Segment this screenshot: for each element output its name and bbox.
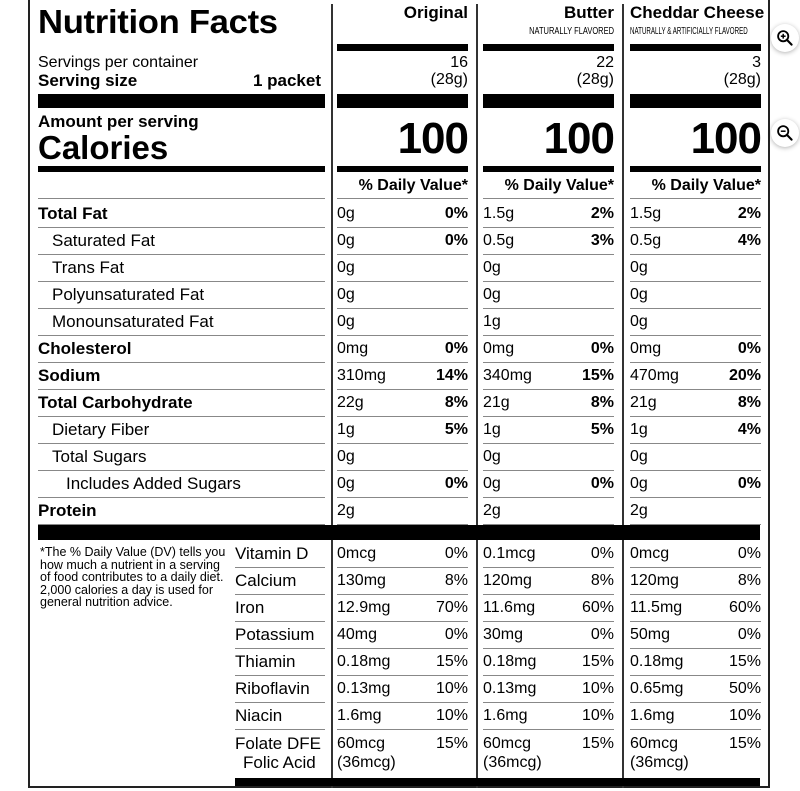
vitamin-value (337, 703, 468, 730)
percent-dv: 2% (590, 205, 614, 222)
percent-dv: 10% (435, 680, 468, 697)
vitamin-label: Riboflavin (235, 676, 325, 703)
nutrient-value (630, 390, 761, 417)
percent-dv: 15% (435, 735, 468, 752)
amount: 1g (483, 313, 501, 330)
amount: 0g (630, 286, 648, 303)
nutrient-value (483, 201, 614, 228)
amount: 0g (337, 205, 355, 222)
nutrient-label: Total Fat (38, 201, 325, 228)
amount: 0.18mg (630, 653, 684, 670)
vitamin-label: Calcium (235, 568, 325, 595)
serving-size: (28g) (430, 71, 468, 88)
folic-acid-amount: (36mcg) (483, 754, 542, 771)
nutrient-label: Monounsaturated Fat (38, 309, 325, 336)
amount: 1.5g (483, 205, 515, 222)
nutrient-label: Cholesterol (38, 336, 325, 363)
nutrient-value (337, 498, 468, 525)
nutrient-label: Trans Fat (38, 255, 325, 282)
folate-value (483, 734, 614, 772)
percent-dv: 70% (435, 599, 468, 616)
column-header (337, 4, 468, 26)
nutrient-value (337, 336, 468, 363)
nutrient-label: Total Carbohydrate (38, 390, 325, 417)
nutrient-value (483, 417, 614, 444)
amount: 1.6mg (337, 707, 382, 724)
percent-dv: 0% (444, 475, 468, 492)
vitamin-label: Iron (235, 595, 325, 622)
nutrient-label: Total Sugars (38, 444, 325, 471)
percent-dv: 60% (581, 599, 614, 616)
amount: 22g (337, 394, 364, 411)
percent-dv: 0% (444, 205, 468, 222)
vitamin-value (337, 568, 468, 595)
percent-dv: 15% (581, 653, 614, 670)
vitamin-value (630, 541, 761, 568)
calories-value: 100 (690, 114, 761, 163)
medium-rule (38, 166, 325, 172)
amount: 0g (630, 313, 648, 330)
nutrient-value (337, 444, 468, 471)
amount: 0g (483, 286, 501, 303)
percent-dv: 4% (737, 232, 761, 249)
folate-value (630, 734, 761, 772)
amount: 0.13mg (337, 680, 391, 697)
thick-rule (630, 94, 761, 108)
nutrient-value (483, 390, 614, 417)
percent-dv: 15% (728, 735, 761, 752)
nutrient-value (337, 390, 468, 417)
daily-value-header: % Daily Value* (483, 177, 614, 199)
amount: 0.13mg (483, 680, 537, 697)
percent-dv: 0% (444, 626, 468, 643)
percent-dv: 5% (590, 421, 614, 438)
percent-dv: 15% (581, 367, 614, 384)
folate-amount: 60mcg (483, 735, 532, 752)
calories-value: 100 (397, 114, 468, 163)
vitamin-value (337, 541, 468, 568)
vitamin-value (483, 703, 614, 730)
amount: 0g (630, 259, 648, 276)
nutrient-value (630, 309, 761, 336)
medium-rule (337, 166, 468, 172)
column-header (483, 4, 614, 38)
thick-rule (38, 94, 325, 108)
folic-acid-amount: (36mcg) (337, 754, 396, 771)
amount: 0g (483, 475, 501, 492)
nutrient-value (630, 201, 761, 228)
column-subtitle: NATURALLY FLAVORED (529, 26, 614, 37)
percent-dv: 10% (581, 680, 614, 697)
serving-size: (28g) (576, 71, 614, 88)
folate-dfe-label: Folate DFE (235, 734, 321, 753)
vitamin-label: Niacin (235, 703, 325, 730)
nutrient-value (483, 498, 614, 525)
nutrient-value (630, 255, 761, 282)
amount: 310mg (337, 367, 386, 384)
percent-dv: 8% (737, 572, 761, 589)
amount: 30mg (483, 626, 524, 643)
nutrient-value (337, 282, 468, 309)
folate-value (337, 734, 468, 772)
page-title: Nutrition Facts (38, 3, 278, 40)
amount: 12.9mg (337, 599, 391, 616)
percent-dv: 10% (435, 707, 468, 724)
amount: 1g (630, 421, 648, 438)
percent-dv: 0% (737, 340, 761, 357)
percent-dv: 0% (590, 545, 614, 562)
amount: 21g (630, 394, 657, 411)
vitamin-value (337, 649, 468, 676)
amount: 0mcg (630, 545, 670, 562)
nutrient-value (630, 444, 761, 471)
amount: 0.18mg (483, 653, 537, 670)
amount: 0g (630, 448, 648, 465)
footnote-text: The % Daily Value (DV) tells you how much a nutrient in a serving of food contributes to a daily diet. 2,000 calories a day is used for general nutrition advice. (40, 545, 226, 609)
percent-dv: 8% (590, 394, 614, 411)
medium-rule (483, 166, 614, 172)
percent-dv: 0% (444, 232, 468, 249)
percent-dv: 0% (737, 626, 761, 643)
nutrient-value (483, 336, 614, 363)
folic-acid-amount: (36mcg) (630, 754, 689, 771)
nutrient-label: Dietary Fiber (38, 417, 325, 444)
nutrient-value (483, 309, 614, 336)
amount: 1.6mg (483, 707, 528, 724)
vitamin-value (337, 622, 468, 649)
amount: 1g (337, 421, 355, 438)
percent-dv: 0% (737, 475, 761, 492)
column-header (630, 3, 765, 38)
percent-dv: 0% (444, 545, 468, 562)
bottom-rule (235, 778, 760, 786)
nutrient-value (630, 471, 761, 498)
servings-per-container: 3 (752, 54, 761, 71)
amount: 0mg (337, 340, 369, 357)
servings-per-container: 16 (450, 54, 468, 71)
nutrient-value (337, 228, 468, 255)
vitamin-value (630, 676, 761, 703)
zoom-out-icon (776, 124, 794, 142)
amount: 0.5g (483, 232, 515, 249)
folate-amount: 60mcg (630, 735, 679, 752)
vitamin-value (630, 622, 761, 649)
serving-size-row (38, 71, 321, 91)
percent-dv: 2% (737, 205, 761, 222)
amount: 0.5g (630, 232, 662, 249)
nutrient-label: Sodium (38, 363, 325, 390)
nutrient-value (483, 471, 614, 498)
percent-dv: 0% (590, 626, 614, 643)
amount: 40mg (337, 626, 378, 643)
percent-dv: 20% (728, 367, 761, 384)
vitamin-value (483, 541, 614, 568)
vitamin-value (630, 595, 761, 622)
vitamin-label: Thiamin (235, 649, 325, 676)
daily-value-header: % Daily Value* (630, 177, 761, 199)
vitamin-value (483, 595, 614, 622)
thick-rule (630, 44, 761, 51)
percent-dv: 5% (444, 421, 468, 438)
serving-size-label: Serving size (38, 71, 138, 90)
vitamin-value (630, 649, 761, 676)
amount: 0g (337, 259, 355, 276)
nutrient-value (630, 363, 761, 390)
nutrient-value (483, 363, 614, 390)
nutrient-label: Protein (38, 498, 325, 525)
amount: 340mg (483, 367, 532, 384)
percent-dv: 8% (590, 572, 614, 589)
vitamin-value (630, 703, 761, 730)
amount: 0mg (483, 340, 515, 357)
amount: 2g (483, 502, 501, 519)
nutrient-value (337, 363, 468, 390)
calories-value: 100 (543, 114, 614, 163)
amount: 0g (337, 313, 355, 330)
amount: 120mg (630, 572, 679, 589)
nutrient-value (337, 201, 468, 228)
percent-dv: 60% (728, 599, 761, 616)
column-name: Butter (563, 3, 614, 22)
column-name: Original (403, 3, 468, 22)
amount: 1g (483, 421, 501, 438)
nutrient-value (630, 282, 761, 309)
nutrient-value (337, 309, 468, 336)
amount: 0.65mg (630, 680, 684, 697)
vitamin-value (337, 595, 468, 622)
percent-dv: 8% (444, 394, 468, 411)
amount: 130mg (337, 572, 386, 589)
folate-amount: 60mcg (337, 735, 386, 752)
nutrient-value (630, 336, 761, 363)
amount: 2g (337, 502, 355, 519)
amount: 120mg (483, 572, 532, 589)
amount: 0.1mcg (483, 545, 536, 562)
percent-dv: 15% (581, 735, 614, 752)
nutrient-label: Saturated Fat (38, 228, 325, 255)
vitamin-value (483, 649, 614, 676)
serving-size-value: 1 packet (252, 71, 321, 90)
folate-label (235, 734, 321, 772)
zoom-in-icon (776, 29, 794, 47)
nutrient-value (483, 255, 614, 282)
percent-dv: 10% (728, 707, 761, 724)
column-name: Cheddar Cheese (630, 3, 765, 22)
column-divider (331, 4, 333, 788)
percent-dv: 3% (590, 232, 614, 249)
amount: 0g (337, 232, 355, 249)
amount: 2g (630, 502, 648, 519)
folic-acid-label: Folic Acid (243, 753, 316, 772)
thick-rule (483, 44, 614, 51)
servings-label: Servings per container (38, 54, 199, 71)
daily-value-header: % Daily Value* (337, 177, 468, 199)
vitamin-value (483, 622, 614, 649)
zoom-out-button[interactable] (771, 119, 799, 147)
percent-dv: 0% (590, 340, 614, 357)
serving-size: (28g) (723, 71, 761, 88)
servings-per-container: 22 (596, 54, 614, 71)
percent-dv: 8% (444, 572, 468, 589)
amount: 50mg (630, 626, 671, 643)
vitamin-value (483, 568, 614, 595)
amount: 0g (483, 448, 501, 465)
vitamin-value (483, 676, 614, 703)
vitamin-value (630, 568, 761, 595)
column-divider (622, 4, 624, 788)
percent-dv: 0% (590, 475, 614, 492)
percent-dv: 50% (728, 680, 761, 697)
footnote-mark: * (40, 545, 45, 559)
nutrient-value (483, 228, 614, 255)
amount: 0g (337, 286, 355, 303)
zoom-in-button[interactable] (771, 24, 799, 52)
percent-dv: 0% (737, 545, 761, 562)
percent-dv: 14% (435, 367, 468, 384)
amount: 470mg (630, 367, 679, 384)
amount: 0mcg (337, 545, 377, 562)
amount: 0.18mg (337, 653, 391, 670)
percent-dv: 15% (728, 653, 761, 670)
amount: 0g (630, 475, 648, 492)
nutrient-label: Polyunsaturated Fat (38, 282, 325, 309)
amount: 0g (337, 448, 355, 465)
nutrient-value (483, 444, 614, 471)
amount: 21g (483, 394, 510, 411)
nutrient-value (337, 417, 468, 444)
protein-rule (38, 525, 760, 540)
amount: 0mg (630, 340, 662, 357)
nutrient-value (630, 228, 761, 255)
nutrient-value (483, 282, 614, 309)
rule (38, 198, 325, 199)
column-subtitle: NATURALLY & ARTIFICIALLY FLAVORED (630, 26, 748, 37)
percent-dv: 0% (444, 340, 468, 357)
vitamin-label: Potassium (235, 622, 325, 649)
nutrient-label: Includes Added Sugars (38, 471, 325, 498)
amount: 1.6mg (630, 707, 675, 724)
footnote (40, 546, 230, 609)
vitamin-label: Vitamin D (235, 541, 325, 568)
percent-dv: 15% (435, 653, 468, 670)
amount: 11.6mg (483, 599, 536, 616)
medium-rule (630, 166, 761, 172)
thick-rule (337, 94, 468, 108)
nutrient-value (630, 498, 761, 525)
column-divider (476, 4, 478, 788)
nutrient-value (337, 255, 468, 282)
amount: 0g (337, 475, 355, 492)
percent-dv: 8% (737, 394, 761, 411)
thick-rule (483, 94, 614, 108)
percent-dv: 4% (737, 421, 761, 438)
nutrient-value (630, 417, 761, 444)
thick-rule (337, 44, 468, 51)
vitamin-value (337, 676, 468, 703)
amount: 1.5g (630, 205, 662, 222)
nutrient-value (337, 471, 468, 498)
amount-per-serving: Amount per serving (38, 112, 199, 131)
calories-label: Calories (38, 129, 169, 166)
amount: 0g (483, 259, 501, 276)
percent-dv: 10% (581, 707, 614, 724)
amount: 11.5mg (630, 599, 683, 616)
